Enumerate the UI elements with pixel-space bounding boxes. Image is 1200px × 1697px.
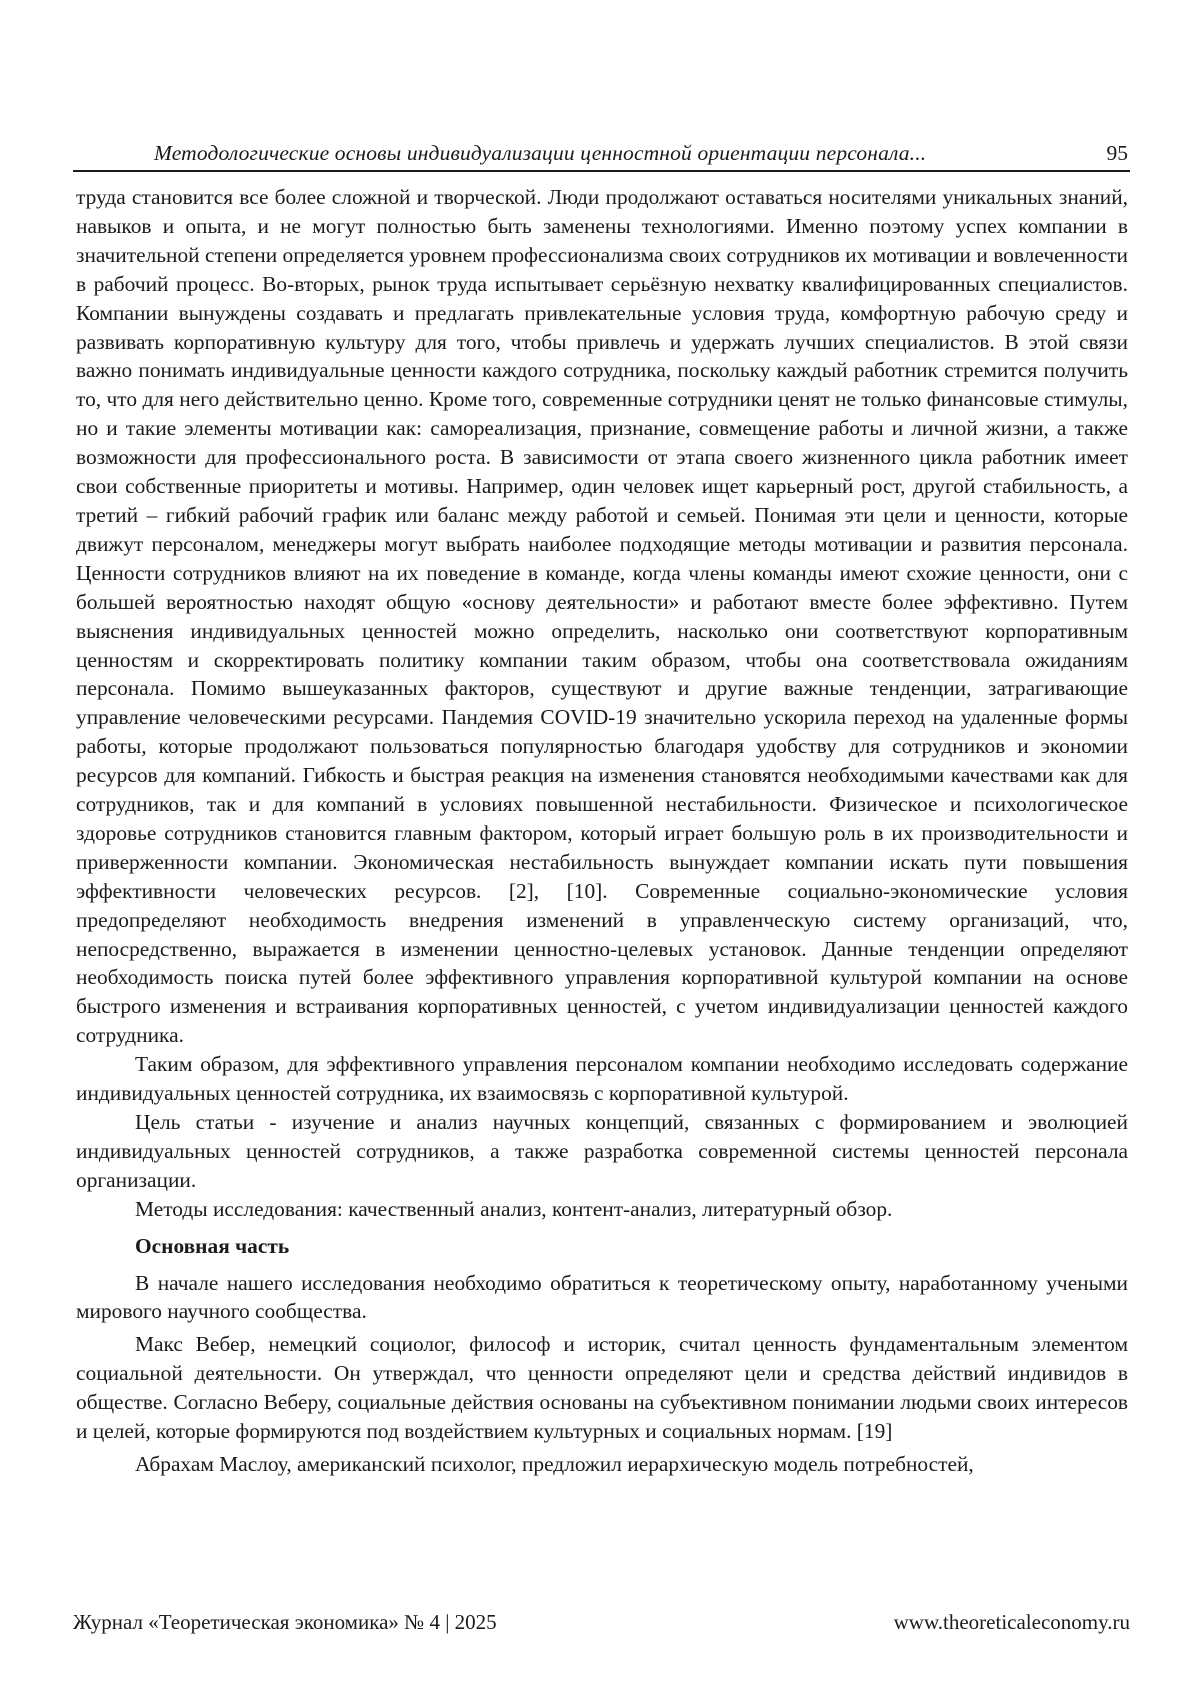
paragraph: Абрахам Маслоу, американский психолог, предложил иерархическую модель потребностей, [76,1450,1128,1479]
paragraph: В начале нашего исследования необходимо обратиться к теоретическому опыту, наработанному учеными мирового научного сообщества. [76,1269,1128,1327]
paragraph: Цель статьи - изучение и анализ научных концепций, связанных с формированием и эволюцией индивидуальных ценностей сотрудников, а также разработка современной системы ценностей персонала организации. [76,1108,1128,1195]
page-footer [73,1610,1130,1638]
running-title: Методологические основы индивидуализации ценностной ориентации персонала... [154,141,926,166]
article-body [76,183,1128,1479]
paragraph: Методы исследования: качественный анализ, контент-анализ, литературный обзор. [76,1195,1128,1224]
section-heading: Основная часть [135,1232,1128,1261]
running-header [73,140,1130,172]
paragraph: труда становится все более сложной и творческой. Люди продолжают оставаться носителями уникальных знаний, навыков и опыта, и не могут полностью быть заменены технологиями. Именно поэтому успех компании в значительной степени определяется уровнем профессионализма своих сотрудников их мотивации и вовлеченности в рабочий процесс. Во-вторых, рынок труда испытывает серьёзную нехватку квалифицированных специалистов. Компании вынуждены создавать и предлагать привлекательные условия труда, комфортную рабочую среду и развивать корпоративную культуру для того, чтобы привлечь и удержать лучших специалистов. В этой связи важно понимать индивидуальные ценности каждого сотрудника, поскольку каждый работник стремится получить то, что для него действительно ценно. Кроме того, современные сотрудники ценят не только финансовые стимулы, но и такие элементы мотивации как: самореализация, признание, совмещение работы и личной жизни, а также возможности для профессионального роста. В зависимости от этапа своего жизненного цикла работник имеет свои собственные приоритеты и мотивы. Например, один человек ищет карьерный рост, другой стабильность, а третий – гибкий рабочий график или баланс между работой и семьей. Понимая эти цели и ценности, которые движут персоналом, менеджеры могут выбрать наиболее подходящие методы мотивации и развития персонала. Ценности сотрудников влияют на их поведение в команде, когда члены команды имеют схожие ценности, они с большей вероятностью находят общую «основу деятельности» и работают вместе более эффективно. Путем выяснения индивидуальных ценностей можно определить, насколько они соответствуют корпоративным ценностям и скорректировать политику компании таким образом, чтобы она соответствовала ожиданиям персонала. Помимо вышеуказанных факторов, существуют и другие важные тенденции, затрагивающие управление человеческими ресурсами. Пандемия COVID-19 значительно ускорила переход на удаленные формы работы, которые продолжают пользоваться популярностью благодаря удобству для сотрудников и экономии ресурсов для компаний. Гибкость и быстрая реакция на изменения становятся необходимыми качествами как для сотрудников, так и для компаний в условиях повышенной нестабильности. Физическое и психологическое здоровье сотрудников становится главным фактором, который играет большую роль в их производительности и приверженности компании. Экономическая нестабильность вынуждает компании искать пути повышения эффективности человеческих ресурсов. [2], [10]. Современные социально-экономические условия предопределяют необходимость внедрения изменений в управленческую систему организаций, что, непосредственно, выражается в изменении ценностно-целевых установок. Данные тенденции определяют необходимость поиска путей более эффективного управления корпоративной культурой компании на основе быстрого изменения и встраивания корпоративных ценностей, с учетом индивидуализации ценностей каждого сотрудника. [76,183,1128,1050]
journal-name: Журнал «Теоретическая экономика» № 4 | 2025 [73,1610,497,1635]
journal-website: www.theoreticaleconomy.ru [894,1610,1130,1635]
paragraph: Таким образом, для эффективного управления персоналом компании необходимо исследовать содержание индивидуальных ценностей сотрудника, их взаимосвязь с корпоративной культурой. [76,1050,1128,1108]
paragraph: Макс Вебер, немецкий социолог, философ и историк, считал ценность фундаментальным элементом социальной деятельности. Он утверждал, что ценности определяют цели и средства действий индивидов в обществе. Согласно Веберу, социальные действия основаны на субъективном понимании людьми своих интересов и целей, которые формируются под воздействием культурных и социальных нормам. [19] [76,1330,1128,1446]
page-number: 95 [1107,141,1129,166]
